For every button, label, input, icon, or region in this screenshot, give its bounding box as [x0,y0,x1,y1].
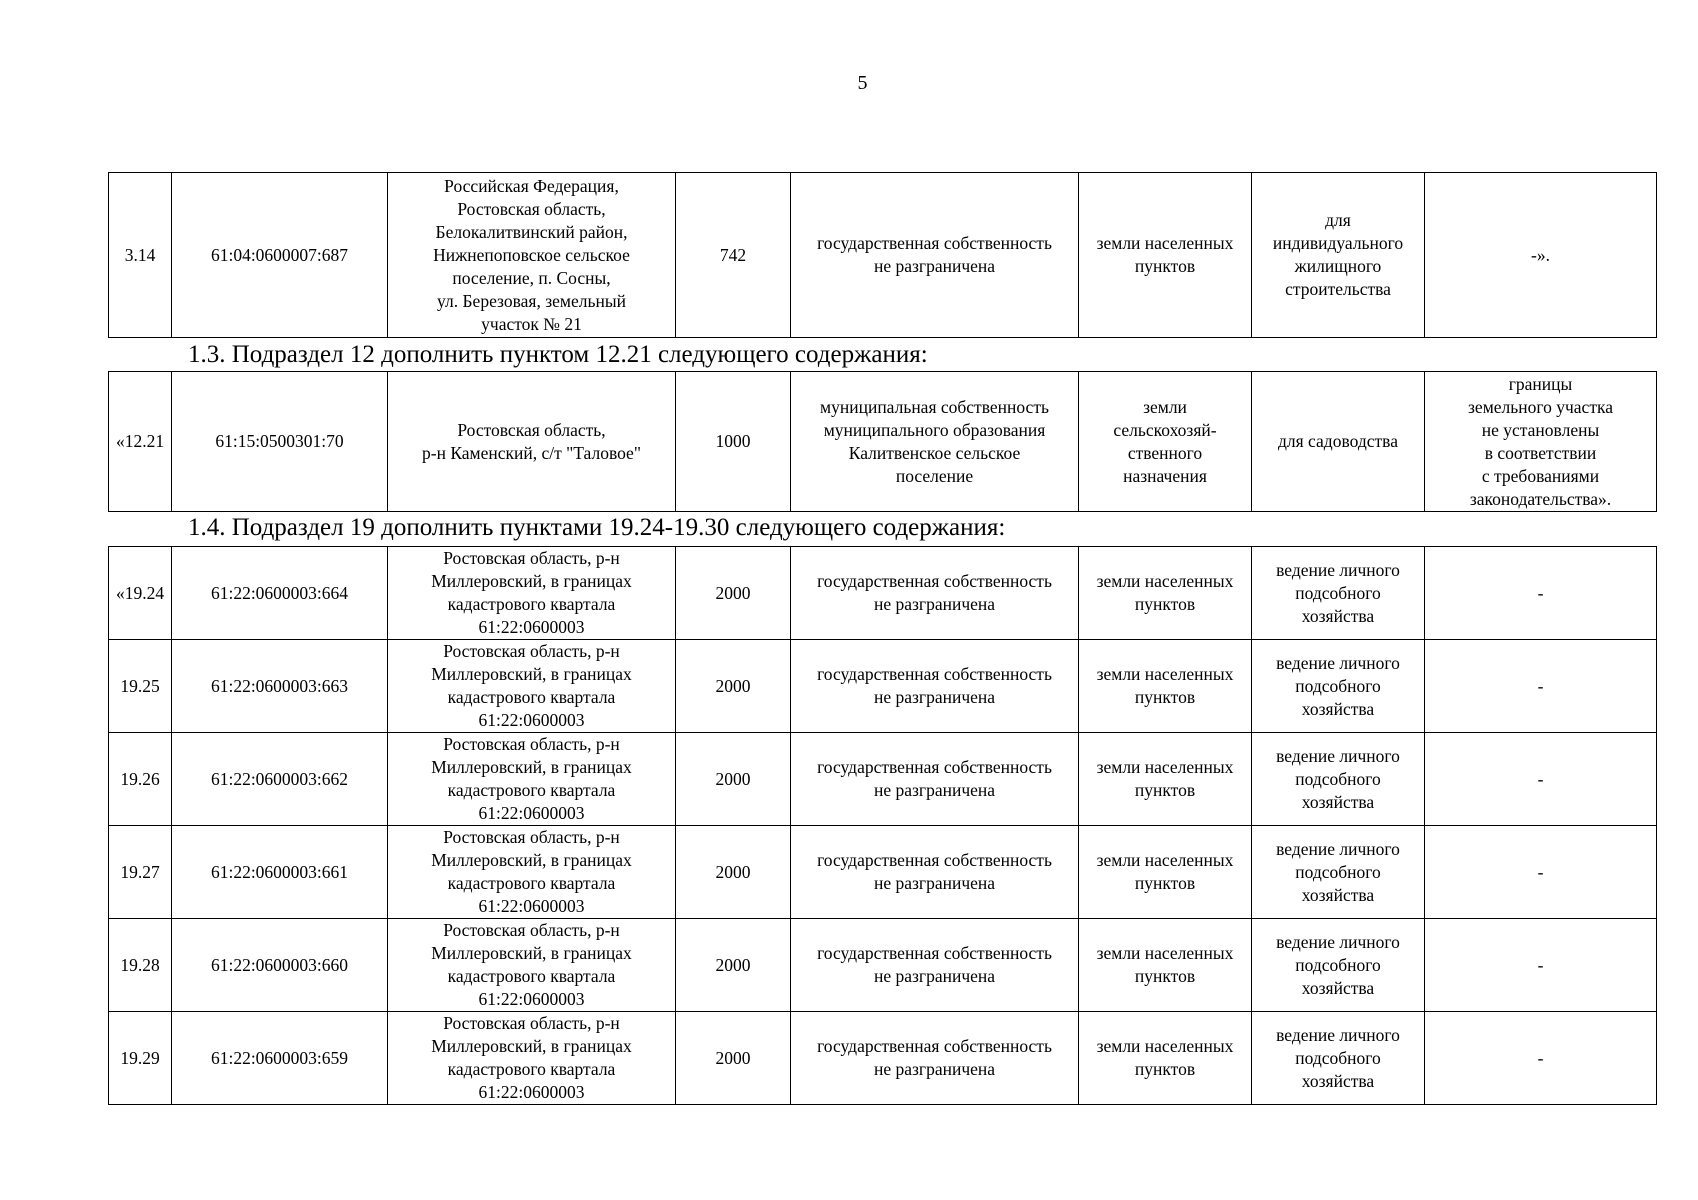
land-category: земли населенных пунктов [1079,640,1252,733]
land-category: земли населенных пунктов [1079,1012,1252,1105]
plot-address: Ростовская область, р-н Миллеровский, в границах кадастрового квартала 61:22:0600003 [388,1012,676,1105]
plot-area: 2000 [676,826,791,919]
plot-address: Ростовская область, р-н Миллеровский, в границах кадастрового квартала 61:22:0600003 [388,733,676,826]
ownership-form: государственная собственность не разграничена [791,826,1079,919]
subsection-19-heading: 1.4. Подраздел 19 дополнить пунктами 19.24-19.30 следующего содержания: [188,514,1006,541]
plot-area: 2000 [676,640,791,733]
permitted-use: ведение личного подсобного хозяйства [1252,640,1425,733]
plot-address: Ростовская область, р-н Миллеровский, в границах кадастрового квартала 61:22:0600003 [388,826,676,919]
row-number: «19.24 [109,547,172,640]
row-note: - [1425,547,1657,640]
table-row [109,919,1657,1012]
row-note: - [1425,826,1657,919]
row-number: «12.21 [109,372,172,512]
cadastral-number: 61:22:0600003:663 [172,640,388,733]
row-note: - [1425,640,1657,733]
plot-area: 742 [676,173,791,338]
land-category: земли населенных пунктов [1079,547,1252,640]
subsection-12-heading: 1.3. Подраздел 12 дополнить пунктом 12.21 следующего содержания: [188,341,928,368]
table-row [109,1012,1657,1105]
row-number: 19.27 [109,826,172,919]
row-note: -». [1425,173,1657,338]
page-number: 5 [857,72,868,94]
table-row [109,173,1657,338]
permitted-use: ведение личного подсобного хозяйства [1252,919,1425,1012]
row-number: 19.29 [109,1012,172,1105]
land-plots-table-section-3 [108,172,1657,338]
ownership-form: государственная собственность не разграничена [791,173,1079,338]
table-row [109,547,1657,640]
plot-address: Ростовская область, р-н Миллеровский, в границах кадастрового квартала 61:22:0600003 [388,547,676,640]
table-row [109,372,1657,512]
land-category: земли населенных пунктов [1079,733,1252,826]
permitted-use: ведение личного подсобного хозяйства [1252,826,1425,919]
ownership-form: государственная собственность не разграничена [791,547,1079,640]
table-row [109,733,1657,826]
row-number: 19.26 [109,733,172,826]
permitted-use: для индивидуального жилищного строительства [1252,173,1425,338]
land-plots-table-section-19 [108,546,1657,1105]
plot-area: 2000 [676,1012,791,1105]
cadastral-number: 61:04:0600007:687 [172,173,388,338]
ownership-form: государственная собственность не разграничена [791,733,1079,826]
land-category: земли населенных пунктов [1079,919,1252,1012]
plot-area: 2000 [676,919,791,1012]
ownership-form: муниципальная собственность муниципального образования Калитвенское сельское поселение [791,372,1079,512]
cadastral-number: 61:22:0600003:661 [172,826,388,919]
row-number: 19.25 [109,640,172,733]
land-plots-table-section-12 [108,371,1657,512]
row-number: 19.28 [109,919,172,1012]
permitted-use: ведение личного подсобного хозяйства [1252,547,1425,640]
cadastral-number: 61:15:0500301:70 [172,372,388,512]
table-row [109,640,1657,733]
cadastral-number: 61:22:0600003:664 [172,547,388,640]
plot-address: Ростовская область, р-н Миллеровский, в границах кадастрового квартала 61:22:0600003 [388,919,676,1012]
plot-address: Российская Федерация, Ростовская область, Белокалитвинский район, Нижнепоповское сельское поселение, п. Сосны, ул. Березовая, земельный участок № 21 [388,173,676,338]
plot-area: 1000 [676,372,791,512]
row-number: 3.14 [109,173,172,338]
cadastral-number: 61:22:0600003:662 [172,733,388,826]
land-category: земли сельскохозяй- ственного назначения [1079,372,1252,512]
ownership-form: государственная собственность не разграничена [791,1012,1079,1105]
row-note: - [1425,919,1657,1012]
plot-address: Ростовская область, р-н Миллеровский, в границах кадастрового квартала 61:22:0600003 [388,640,676,733]
row-note: - [1425,1012,1657,1105]
permitted-use: ведение личного подсобного хозяйства [1252,1012,1425,1105]
land-category: земли населенных пунктов [1079,173,1252,338]
cadastral-number: 61:22:0600003:659 [172,1012,388,1105]
ownership-form: государственная собственность не разграничена [791,640,1079,733]
plot-area: 2000 [676,547,791,640]
ownership-form: государственная собственность не разграничена [791,919,1079,1012]
table-row [109,826,1657,919]
permitted-use: для садоводства [1252,372,1425,512]
plot-area: 2000 [676,733,791,826]
row-note: - [1425,733,1657,826]
row-note: границы земельного участка не установлены в соответствии с требованиями законодательства». [1425,372,1657,512]
plot-address: Ростовская область, р-н Каменский, с/т "Таловое" [388,372,676,512]
permitted-use: ведение личного подсобного хозяйства [1252,733,1425,826]
cadastral-number: 61:22:0600003:660 [172,919,388,1012]
land-category: земли населенных пунктов [1079,826,1252,919]
